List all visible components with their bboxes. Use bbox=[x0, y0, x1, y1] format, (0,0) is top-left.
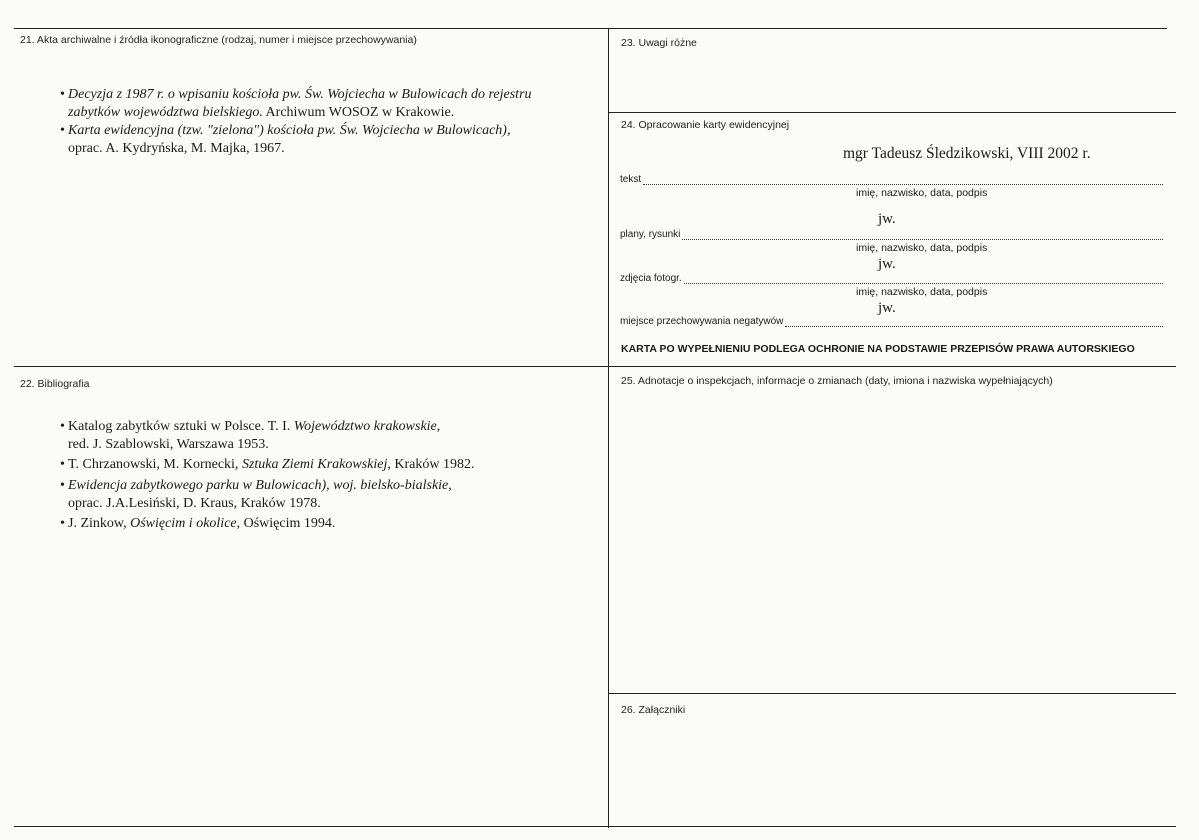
bullet-icon: • bbox=[60, 478, 65, 493]
field-zdjecia-hint: imię, nazwisko, data, podpis bbox=[856, 286, 988, 298]
bullet-icon: • bbox=[60, 419, 65, 434]
field-tekst: tekst bbox=[620, 174, 1163, 185]
field-zdjecia: zdjęcia fotogr. bbox=[620, 273, 1163, 284]
copyright-notice: KARTA PO WYPEŁNIENIU PODLEGA OCHRONIE NA PODSTAWIE PRZEPISÓW PRAWA AUTORSKIEGO bbox=[621, 343, 1135, 355]
sec22-item-4: • J. Zinkow, Oświęcim i okolice, Oświęcim 1994. bbox=[60, 516, 336, 531]
field-negatywy: miejsce przechowywania negatywów bbox=[620, 316, 1163, 327]
sec26-title: 26. Załączniki bbox=[621, 704, 686, 716]
mid-rule bbox=[14, 366, 1176, 367]
sec25-title: 25. Adnotacje o inspekcjach, informacje o zmianach (daty, imiona i nazwiska wypełniających) bbox=[621, 375, 1053, 387]
field-zdjecia-value: jw. bbox=[878, 256, 896, 272]
bullet-icon: • bbox=[60, 87, 65, 102]
sec22-item-3: • Ewidencja zabytkowego parku w Bulowicach), woj. bielsko-bialskie, oprac. J.A.Lesiński, D. Kraus, Kraków 1978. bbox=[60, 478, 452, 511]
dotted-line bbox=[785, 320, 1163, 327]
sec21-item-1: • Decyzja z 1987 r. o wpisaniu kościoła pw. Św. Wojciecha w Bulowicach do rejestru zabytków województwa bielskiego. Archiwum WOSOZ w Krakowie. bbox=[60, 87, 532, 120]
dotted-line bbox=[682, 233, 1163, 240]
sec22-title: 22. Bibliografia bbox=[20, 378, 90, 390]
field-negatywy-value: jw. bbox=[878, 300, 896, 316]
field-plany-hint: imię, nazwisko, data, podpis bbox=[856, 242, 988, 254]
sec21-title: 21. Akta archiwalne i źródła ikonograficzne (rodzaj, numer i miejsce przechowywania) bbox=[20, 34, 417, 46]
dotted-line bbox=[643, 178, 1163, 185]
bullet-icon: • bbox=[60, 123, 65, 138]
field-plany: plany, rysunki bbox=[620, 229, 1163, 240]
bottom-rule bbox=[14, 826, 1176, 827]
field-tekst-hint: imię, nazwisko, data, podpis bbox=[856, 187, 988, 199]
sec25-bottom-rule bbox=[609, 693, 1176, 694]
bullet-icon: • bbox=[60, 457, 65, 472]
bullet-icon: • bbox=[60, 516, 65, 531]
sec24-title: 24. Opracowanie karty ewidencyjnej bbox=[621, 119, 790, 131]
sec23-title: 23. Uwagi różne bbox=[621, 37, 697, 49]
center-divider bbox=[608, 28, 609, 828]
sec23-bottom-rule bbox=[609, 112, 1176, 113]
sec22-item-2: • T. Chrzanowski, M. Kornecki, Sztuka Ziemi Krakowskiej, Kraków 1982. bbox=[60, 457, 475, 472]
field-plany-value: jw. bbox=[878, 211, 896, 227]
sec24-author: mgr Tadeusz Śledzikowski, VIII 2002 r. bbox=[843, 145, 1091, 162]
dotted-line bbox=[684, 277, 1163, 284]
top-rule bbox=[14, 28, 1167, 29]
sec22-item-1: • Katalog zabytków sztuki w Polsce. T. I. Województwo krakowskie, red. J. Szablowski, Warszawa 1953. bbox=[60, 419, 441, 452]
sec21-item-2: • Karta ewidencyjna (tzw. "zielona") kościoła pw. Św. Wojciecha w Bulowicach), oprac. A. Kydryńska, M. Majka, 1967. bbox=[60, 123, 511, 156]
